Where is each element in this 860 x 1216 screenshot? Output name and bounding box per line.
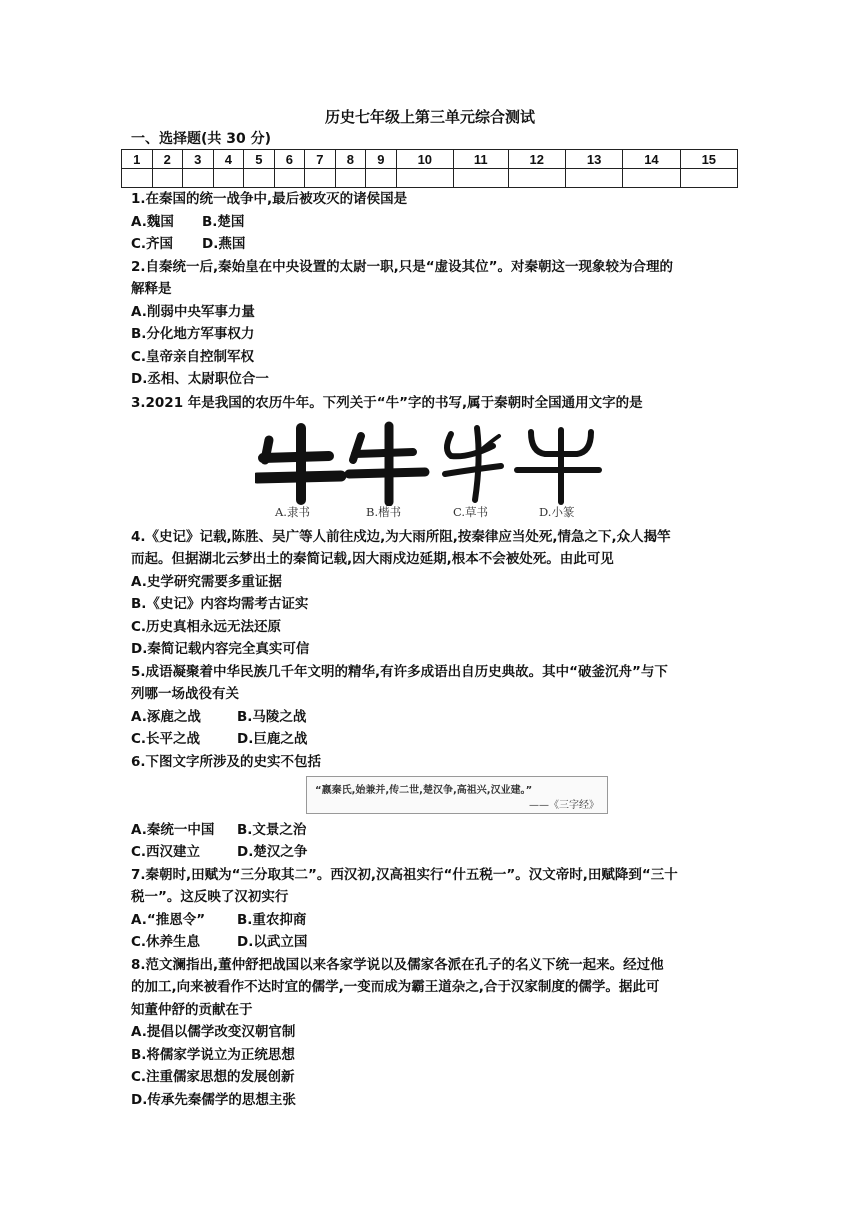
q7-option-a: A.“推恩令” <box>131 912 206 928</box>
q5-option-c: C.长平之战 <box>131 731 201 747</box>
answer-number: 2 <box>152 150 183 169</box>
q2-option-b: B.分化地方军事权力 <box>131 326 255 342</box>
answer-table <box>121 149 738 188</box>
question-5-line2: 列哪一场战役有关 <box>131 686 239 702</box>
answer-cell[interactable] <box>244 169 275 188</box>
question-6: 6.下图文字所涉及的史实不包括 <box>131 754 322 770</box>
answer-cell[interactable] <box>453 169 508 188</box>
question-2-line1: 2.自秦统一后,秦始皇在中央设置的太尉一职,只是“虚设其位”。对秦朝这一现象较为合理的 <box>131 259 674 275</box>
q6-option-a: A.秦统一中国 <box>131 822 215 838</box>
q6-option-b: B.文景之治 <box>237 822 307 838</box>
answer-cell[interactable] <box>305 169 336 188</box>
ox-glyph-cursive <box>445 428 501 500</box>
answer-number: 10 <box>396 150 453 169</box>
q5-options-row2 <box>131 728 741 750</box>
q8-option-b: B.将儒家学说立为正统思想 <box>131 1047 295 1063</box>
q4-option-c: C.历史真相永远无法还原 <box>131 619 282 635</box>
ox-label-d: D.小篆 <box>539 505 575 519</box>
q6-option-d: D.楚汉之争 <box>237 844 308 860</box>
q6-options-row2 <box>131 841 741 863</box>
section-heading: 一、选择题(共 30 分) <box>131 131 272 147</box>
q5-option-a: A.涿鹿之战 <box>131 709 201 725</box>
answer-cell[interactable] <box>335 169 366 188</box>
answer-cell[interactable] <box>274 169 305 188</box>
answer-number: 8 <box>335 150 366 169</box>
answer-number: 1 <box>122 150 153 169</box>
q2-option-c: C.皇帝亲自控制军权 <box>131 349 255 365</box>
answer-number: 4 <box>213 150 244 169</box>
answer-cell[interactable] <box>508 169 565 188</box>
answer-number: 12 <box>508 150 565 169</box>
q1-option-a: A.魏国 <box>131 214 174 230</box>
q8-option-c: C.注重儒家思想的发展创新 <box>131 1069 295 1085</box>
q7-options-row2 <box>131 931 741 953</box>
quote-text: “嬴秦氏,始兼并,传二世,楚汉争,高祖兴,汉业建。” <box>315 785 533 796</box>
q1-option-b: B.楚国 <box>202 214 245 230</box>
answer-number: 3 <box>183 150 214 169</box>
q2-option-a: A.削弱中央军事力量 <box>131 304 255 320</box>
answer-cell[interactable] <box>366 169 397 188</box>
sanzijing-quote-box <box>306 776 608 814</box>
ox-glyph-clerical <box>257 428 341 500</box>
answer-number: 11 <box>453 150 508 169</box>
q7-options-row1 <box>131 909 741 931</box>
question-8-line3: 知董仲舒的贡献在于 <box>131 1002 253 1018</box>
question-8-line1: 8.范文澜指出,董仲舒把战国以来各家学说以及儒家各派在孔子的名义下统一起来。经过他 <box>131 957 664 973</box>
answer-cell[interactable] <box>213 169 244 188</box>
quote-source: ——《三字经》 <box>529 800 599 811</box>
q2-option-d: D.丞相、太尉职位合一 <box>131 371 269 387</box>
q4-option-d: D.秦简记载内容完全真实可信 <box>131 641 310 657</box>
answer-cell[interactable] <box>396 169 453 188</box>
q1-option-d: D.燕国 <box>202 236 246 252</box>
answer-number: 15 <box>680 150 737 169</box>
answer-number: 14 <box>623 150 680 169</box>
question-8-line2: 的加工,向来被看作不达时宜的儒学,一变而成为霸王道杂之,合于汉家制度的儒学。据此可 <box>131 979 660 995</box>
question-4-line1: 4.《史记》记载,陈胜、吴广等人前往戍边,为大雨所阻,按秦律应当处死,情急之下,众人揭竿 <box>131 529 671 545</box>
q1-options-row1 <box>131 211 741 233</box>
question-7-line2: 税一”。这反映了汉初实行 <box>131 889 289 905</box>
q5-options-row1 <box>131 706 741 728</box>
q4-option-b: B.《史记》内容均需考古证实 <box>131 596 309 612</box>
q1-options-row2 <box>131 233 741 255</box>
answer-table-blank-row <box>122 169 738 188</box>
q5-option-b: B.马陵之战 <box>237 709 307 725</box>
answer-table-header-row <box>122 150 738 169</box>
answer-cell[interactable] <box>623 169 680 188</box>
answer-cell[interactable] <box>680 169 737 188</box>
answer-number: 6 <box>274 150 305 169</box>
ox-calligraphy-figure <box>255 420 605 522</box>
answer-cell[interactable] <box>565 169 622 188</box>
ox-label-a: A.隶书 <box>275 505 310 519</box>
question-3: 3.2021 年是我国的农历牛年。下列关于“牛”字的书写,属于秦朝时全国通用文字的是 <box>131 395 643 411</box>
question-5-line1: 5.成语凝聚着中华民族几千年文明的精华,有许多成语出自历史典故。其中“破釜沉舟”与下 <box>131 664 668 680</box>
q4-option-a: A.史学研究需要多重证据 <box>131 574 282 590</box>
ox-glyph-regular <box>349 426 425 502</box>
answer-cell[interactable] <box>183 169 214 188</box>
q7-option-c: C.休养生息 <box>131 934 201 950</box>
q7-option-b: B.重农抑商 <box>237 912 307 928</box>
question-2-line2: 解释是 <box>131 281 172 297</box>
q6-options-row1 <box>131 819 741 841</box>
ox-glyph-seal <box>517 430 599 502</box>
q1-option-c: C.齐国 <box>131 236 174 252</box>
page-title: 历史七年级上第三单元综合测试 <box>324 108 535 126</box>
ox-label-b: B.楷书 <box>366 505 402 519</box>
ox-glyphs <box>255 420 605 506</box>
q8-option-a: A.提倡以儒学改变汉朝官制 <box>131 1024 296 1040</box>
answer-number: 7 <box>305 150 336 169</box>
ox-label-c: C.草书 <box>453 505 489 519</box>
question-7-line1: 7.秦朝时,田赋为“三分取其二”。西汉初,汉高祖实行“什五税一”。汉文帝时,田赋降到“三十 <box>131 867 678 883</box>
answer-cell[interactable] <box>122 169 153 188</box>
question-1: 1.在秦国的统一战争中,最后被攻灭的诸侯国是 <box>131 191 408 207</box>
question-4-line2: 而起。但据湖北云梦出土的秦简记载,因大雨戍边延期,根本不会被处死。由此可见 <box>131 551 614 567</box>
answer-number: 13 <box>565 150 622 169</box>
answer-cell[interactable] <box>152 169 183 188</box>
answer-number: 9 <box>366 150 397 169</box>
q6-option-c: C.西汉建立 <box>131 844 201 860</box>
q8-option-d: D.传承先秦儒学的思想主张 <box>131 1092 296 1108</box>
answer-number: 5 <box>244 150 275 169</box>
q7-option-d: D.以武立国 <box>237 934 308 950</box>
q5-option-d: D.巨鹿之战 <box>237 731 308 747</box>
